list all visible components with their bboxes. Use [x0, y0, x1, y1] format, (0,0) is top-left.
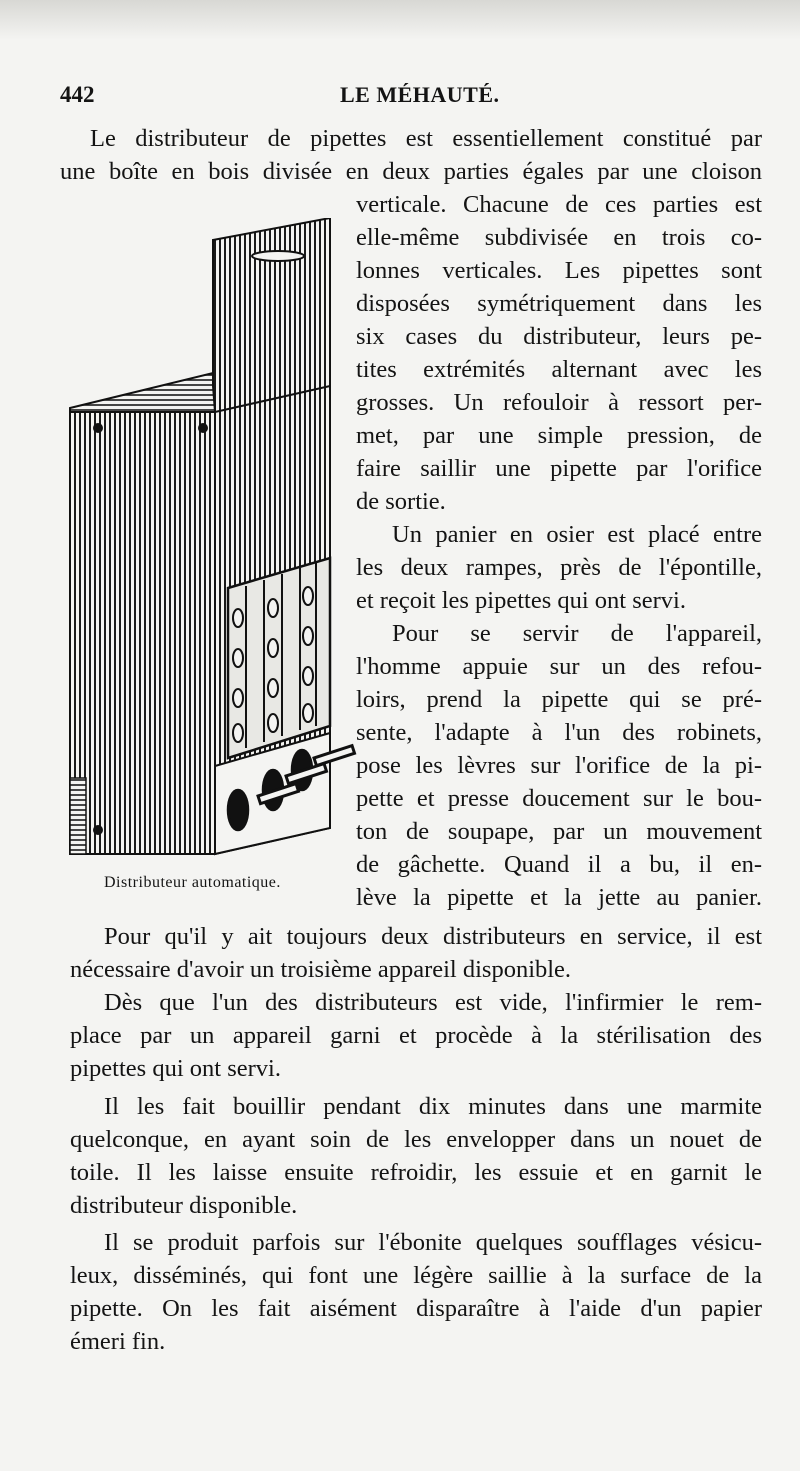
text-line: met, par une simple pression, de	[356, 422, 762, 449]
text-line: Il se produit parfois sur l'ébonite quelques soufflages vésicu-	[104, 1229, 762, 1256]
page-header	[60, 82, 770, 114]
text-line: Pour se servir de l'appareil,	[392, 620, 762, 647]
text-line: Dès que l'un des distributeurs est vide, l'infirmier le rem-	[104, 989, 762, 1016]
text-line: de gâchette. Quand il a bu, il en-	[356, 851, 762, 878]
text-line: toile. Il les laisse ensuite refroidir, les essuie et en garnit le	[70, 1159, 762, 1186]
text-line: Pour qu'il y ait toujours deux distributeurs en service, il est	[104, 923, 762, 950]
text-line: Il les fait bouillir pendant dix minutes dans une marmite	[104, 1093, 762, 1120]
text-line: une boîte en bois divisée en deux parties égales par une cloison	[60, 158, 762, 185]
text-line: grosses. Un refouloir à ressort per-	[356, 389, 762, 416]
running-title: LE MÉHAUTÉ.	[340, 82, 500, 107]
distributor-drawing	[68, 218, 358, 860]
text-line: elle-même subdivisée en trois co-	[356, 224, 762, 251]
text-line: leux, disséminés, qui font une légère saillie à la surface de la	[70, 1262, 762, 1289]
text-line: Un panier en osier est placé entre	[392, 521, 762, 548]
text-line: loirs, prend la pipette qui se pré-	[356, 686, 762, 713]
text-line: ton de soupape, par un mouvement	[356, 818, 762, 845]
text-line: nécessaire d'avoir un troisième appareil disponible.	[70, 956, 572, 983]
text-line: émeri fin.	[70, 1328, 166, 1355]
text-line: distributeur disponible.	[70, 1192, 298, 1219]
text-line: de sortie.	[356, 488, 446, 515]
page-edge-shadow	[0, 0, 800, 40]
text-line: l'homme appuie sur un des refou-	[356, 653, 762, 680]
distributor-illustration	[68, 218, 358, 860]
text-line: pipettes qui ont servi.	[70, 1055, 281, 1082]
text-line: sente, l'adapte à l'un des robinets,	[356, 719, 762, 746]
text-line: pette et presse doucement sur le bou-	[356, 785, 762, 812]
text-line: lonnes verticales. Les pipettes sont	[356, 257, 762, 284]
text-line: tites extrémités alternant avec les	[356, 356, 762, 383]
text-line: quelconque, en ayant soin de les envelopper dans un nouet de	[70, 1126, 762, 1153]
figure-caption: Distributeur automatique.	[104, 874, 281, 891]
text-line: six cases du distributeur, leurs pe-	[356, 323, 762, 350]
text-line: les deux rampes, près de l'épontille,	[356, 554, 762, 581]
text-line: verticale. Chacune de ces parties est	[356, 191, 762, 218]
text-line: lève la pipette et la jette au panier.	[356, 884, 762, 911]
text-line: pose les lèvres sur l'orifice de la pi-	[356, 752, 762, 779]
text-line: faire saillir une pipette par l'orifice	[356, 455, 762, 482]
page-number: 442	[60, 82, 95, 107]
text-line: place par un appareil garni et procède à la stérilisation des	[70, 1022, 762, 1049]
text-line: Le distributeur de pipettes est essentiellement constitué par	[90, 125, 762, 152]
text-line: disposées symétriquement dans les	[356, 290, 762, 317]
text-line: et reçoit les pipettes qui ont servi.	[356, 587, 686, 614]
text-line: pipette. On les fait aisément disparaître à l'aide d'un papier	[70, 1295, 762, 1322]
